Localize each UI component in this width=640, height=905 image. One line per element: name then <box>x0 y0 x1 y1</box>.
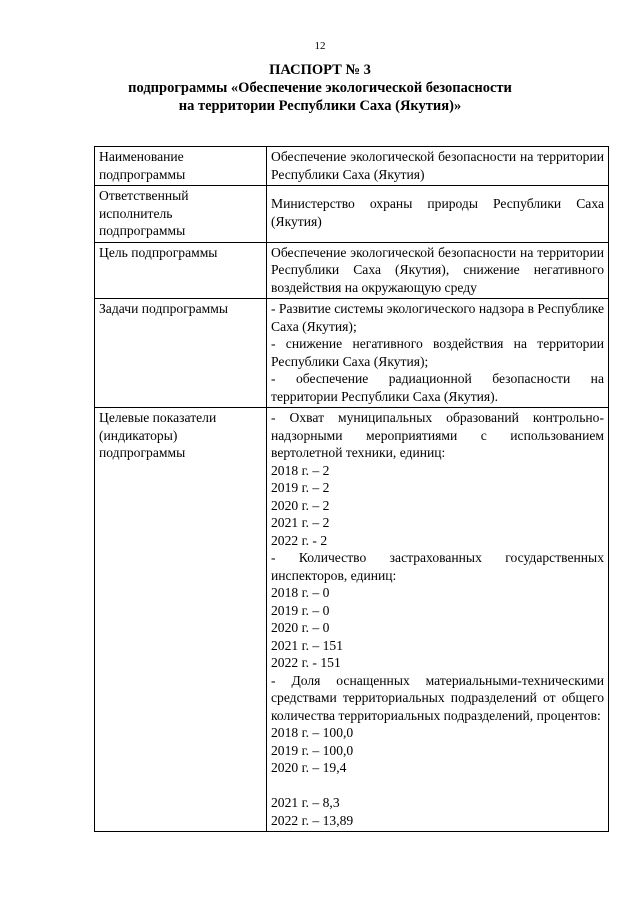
passport-table <box>94 146 609 832</box>
indicator-value: 2018 г. – 2 <box>271 462 330 478</box>
indicator-value: 2022 г. - 2 <box>271 532 328 548</box>
row-value-tasks <box>267 299 609 408</box>
indicator-value: 2020 г. – 0 <box>271 620 330 635</box>
executor-text: Министерство охраны природы Республики Саха (Якутия) <box>271 196 604 229</box>
indicator-value: 2019 г. – 2 <box>271 480 330 495</box>
task-item: - Развитие системы экологического надзора в Республике Саха (Якутия); <box>271 301 604 334</box>
blank-line <box>271 777 604 795</box>
title-line-3: на территории Республики Саха (Якутия)» <box>178 98 462 114</box>
table-row-executor <box>95 186 609 243</box>
row-label-tasks: Задачи подпрограммы <box>95 299 267 408</box>
indicator-value: 2021 г. – 151 <box>271 637 344 653</box>
row-value-name: Обеспечение экологической безопасности на территории Республики Саха (Якутия) <box>267 147 609 186</box>
task-item: - обеспечение радиационной безопасности на территории Республики Саха (Якутия). <box>271 371 604 404</box>
indicator-value: 2019 г. – 100,0 <box>271 742 354 758</box>
indicator-value: 2022 г. - 151 <box>271 655 341 670</box>
task-item: - снижение негативного воздействия на территории Республики Саха (Якутия); <box>271 336 604 369</box>
row-label-executor: Ответственный исполнитель подпрограммы <box>95 186 267 243</box>
title-line-2: подпрограммы «Обеспечение экологической безопасности <box>128 80 512 96</box>
table-row-tasks <box>95 299 609 408</box>
row-label-name: Наименование подпрограммы <box>95 147 267 186</box>
indicator-value: 2018 г. – 0 <box>271 585 330 600</box>
indicator-value: 2019 г. – 0 <box>271 602 330 618</box>
indicator-value: 2020 г. – 19,4 <box>271 760 347 775</box>
indicator-value: 2022 г. – 13,89 <box>271 812 354 828</box>
indicator-value: 2021 г. – 2 <box>271 515 330 530</box>
row-label-goal: Цель подпрограммы <box>95 242 267 299</box>
table-row-name <box>95 147 609 186</box>
row-label-indicators: Целевые показатели (индикаторы) подпрограммы <box>95 408 267 832</box>
indicator-value: 2021 г. – 8,3 <box>271 795 340 810</box>
page-number: 12 <box>314 40 326 52</box>
indicator-heading: - Доля оснащенных материальными-техническими средствами территориальных подразделений от общего количества территориальных подразделений, процентов: <box>271 672 604 723</box>
document-title <box>0 61 640 115</box>
indicator-value: 2020 г. – 2 <box>271 497 330 513</box>
row-value-executor <box>267 186 609 243</box>
indicator-heading: - Охват муниципальных образований контрольно-надзорными мероприятиями с использованием вертолетной техники, единиц: <box>271 410 604 460</box>
title-line-1: ПАСПОРТ № 3 <box>269 62 371 78</box>
indicator-value: 2018 г. – 100,0 <box>271 725 354 740</box>
row-value-indicators <box>267 408 609 832</box>
table-row-goal <box>95 242 609 299</box>
row-value-goal: Обеспечение экологической безопасности на территории Республики Саха (Якутия), снижение негативного воздействия на окружающую среду <box>267 242 609 299</box>
table-row-indicators <box>95 408 609 832</box>
indicator-heading: - Количество застрахованных государственных инспекторов, единиц: <box>271 550 604 583</box>
